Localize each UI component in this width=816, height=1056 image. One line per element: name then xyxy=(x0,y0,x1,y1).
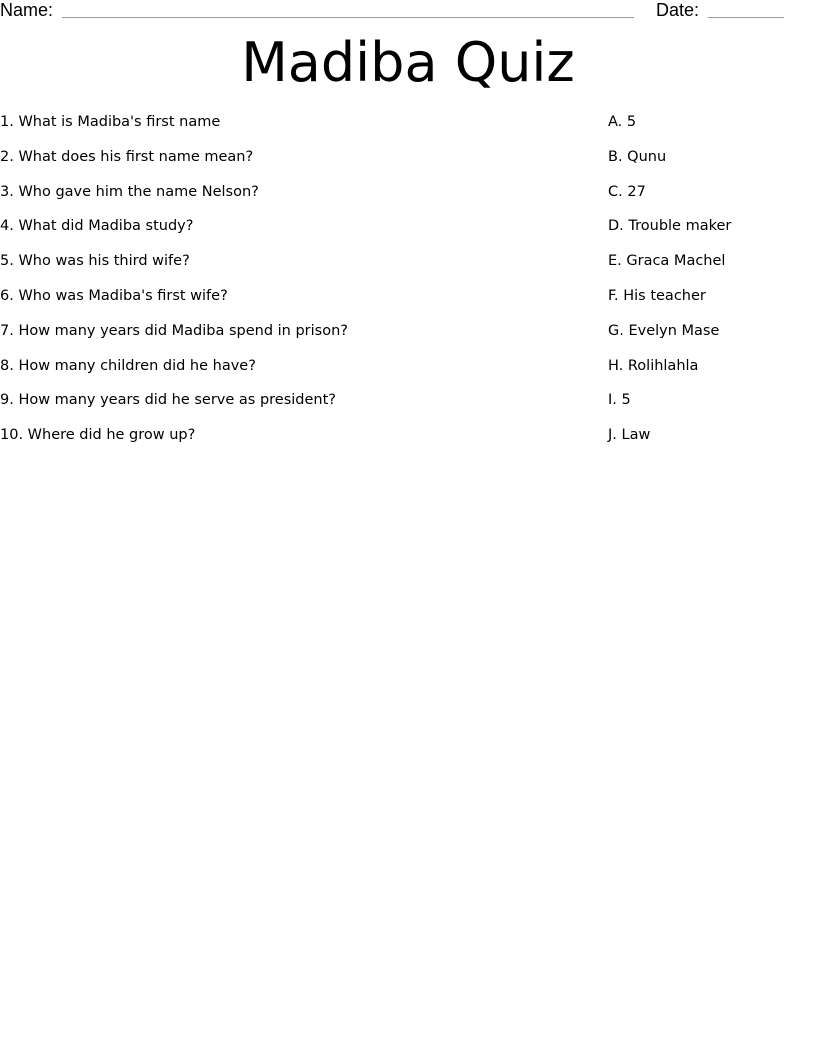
date-label: Date: xyxy=(656,0,700,20)
worksheet-header xyxy=(0,0,816,24)
date-blank-line xyxy=(708,17,784,18)
answer-item: C. 27 xyxy=(608,183,646,200)
answer-item: A. 5 xyxy=(608,114,637,130)
answer-item: J. Law xyxy=(608,427,651,444)
answer-item: I. 5 xyxy=(608,392,631,409)
question-item: 8. How many children did he have? xyxy=(0,357,256,374)
answer-item: H. Rolihlahla xyxy=(608,357,699,374)
question-item: 10. Where did he grow up? xyxy=(0,427,196,444)
answer-item: F. His teacher xyxy=(608,287,706,304)
question-list xyxy=(0,112,580,460)
question-item: 9. How many years did he serve as president? xyxy=(0,392,336,409)
answer-item: E. Graca Machel xyxy=(608,253,726,270)
question-item: 3. Who gave him the name Nelson? xyxy=(0,183,259,200)
answer-list xyxy=(608,112,808,460)
name-blank-line xyxy=(62,17,634,18)
question-item: 4. What did Madiba study? xyxy=(0,218,194,235)
page-title: Madiba Quiz xyxy=(241,31,575,94)
question-item: 6. Who was Madiba's first wife? xyxy=(0,287,228,304)
answer-item: B. Qunu xyxy=(608,148,667,165)
question-item: 1. What is Madiba's first name xyxy=(0,114,221,130)
question-item: 7. How many years did Madiba spend in prison? xyxy=(0,322,348,339)
answer-item: D. Trouble maker xyxy=(608,218,732,235)
question-item: 5. Who was his third wife? xyxy=(0,253,190,270)
answer-item: G. Evelyn Mase xyxy=(608,322,720,339)
question-item: 2. What does his first name mean? xyxy=(0,148,254,165)
name-label: Name: xyxy=(0,0,54,20)
